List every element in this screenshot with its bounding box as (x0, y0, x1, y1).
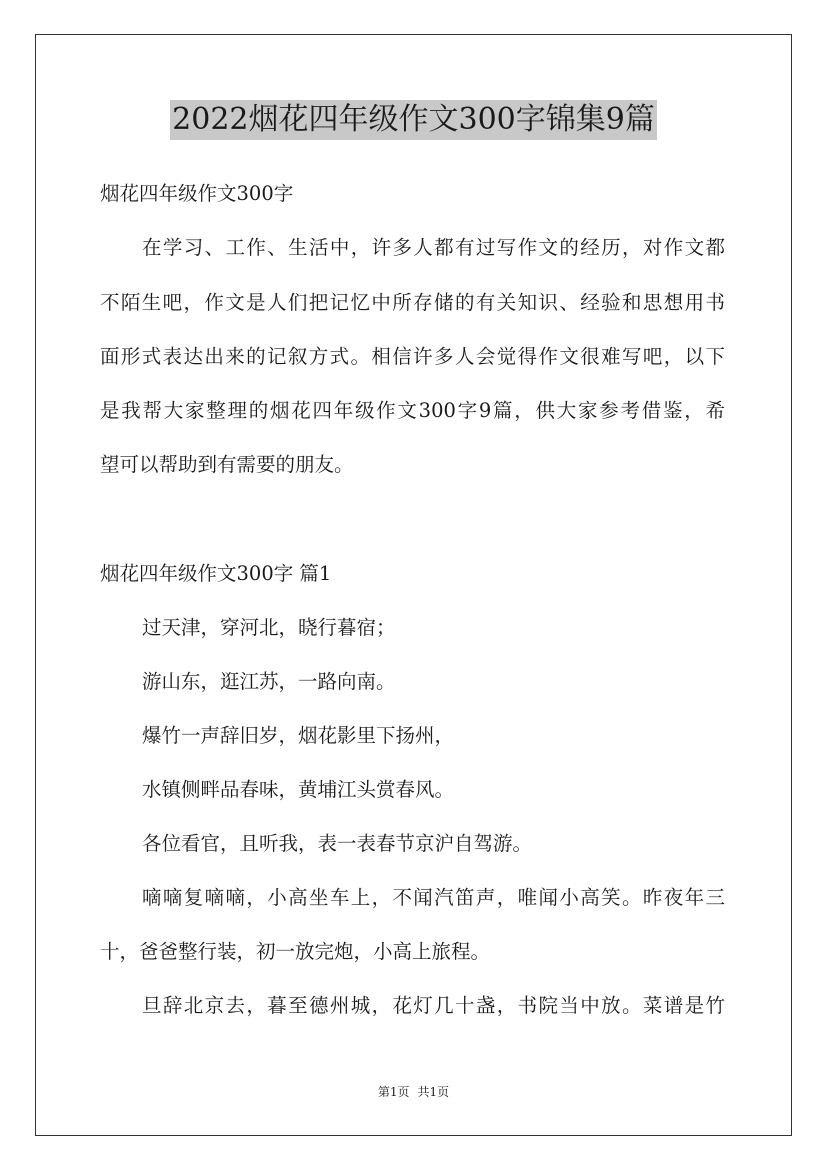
page-number: 第1页 (377, 1085, 410, 1099)
poem-line: 爆竹一声辞旧岁，烟花影里下扬州， (142, 724, 455, 747)
article-heading: 烟花四年级作文300字 篇1 (100, 562, 332, 585)
title-container (0, 100, 827, 140)
poem-line: 游山东，逛江苏，一路向南。 (142, 670, 396, 693)
page-footer (0, 1084, 827, 1100)
poem-line: 各位看官，且听我，表一表春节京沪自驾游。 (142, 832, 533, 855)
intro-line: 面形式表达出来的记叙方式。相信许多人会觉得作文很难写吧，以下 (100, 345, 725, 368)
intro-line: 不陌生吧，作文是人们把记忆中所存储的有关知识、经验和思想用书 (100, 291, 725, 314)
intro-heading: 烟花四年级作文300字 (100, 182, 294, 205)
poem-line: 水镇侧畔品春味，黄埔江头赏春风。 (142, 778, 455, 801)
document-title: 2022烟花四年级作文300字锦集9篇 (170, 100, 657, 140)
intro-line: 是我帮大家整理的烟花四年级作文300字9篇，供大家参考借鉴，希 (100, 399, 725, 422)
body-line: 嘀嘀复嘀嘀，小高坐车上，不闻汽笛声，唯闻小高笑。昨夜年三 (142, 886, 725, 909)
intro-line: 在学习、工作、生活中，许多人都有过写作文的经历，对作文都 (142, 236, 725, 259)
page-total: 共1页 (417, 1085, 450, 1099)
body-line: 十，爸爸整行装，初一放完炮，小高上旅程。 (100, 940, 491, 963)
body-line: 旦辞北京去，暮至德州城，花灯几十盏，书院当中放。菜谱是竹 (142, 994, 725, 1017)
poem-line: 过天津，穿河北，晓行暮宿； (142, 616, 396, 639)
intro-line: 望可以帮助到有需要的朋友。 (100, 453, 354, 476)
